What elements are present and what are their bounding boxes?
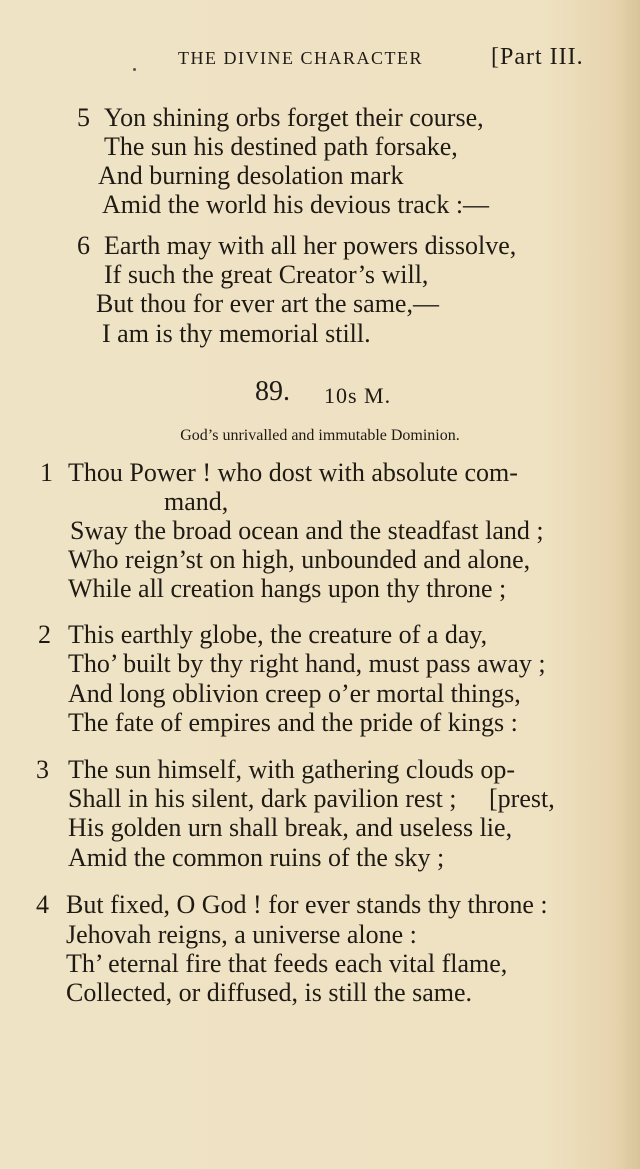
stanza-number: 3: [36, 755, 49, 784]
ink-speck: [133, 68, 136, 71]
verse-line: While all creation hangs upon thy throne ;: [68, 574, 507, 603]
verse-line: Collected, or diffused, is still the same.: [66, 978, 473, 1007]
verse-line: Shall in his silent, dark pavilion rest ; [prest,: [68, 784, 555, 813]
verse-line: mand,: [164, 487, 229, 516]
verse-line: Thou Power ! who dost with absolute com-: [68, 458, 518, 487]
verse-line: Earth may with all her powers dissolve,: [104, 231, 517, 260]
hymn-number: 89.: [255, 376, 290, 407]
hymn-meter: 10s M.: [324, 383, 392, 408]
verse-line: I am is thy memorial still.: [102, 319, 371, 348]
verse-line: And burning desolation mark: [98, 161, 404, 190]
header-part: [Part III.: [491, 44, 584, 70]
verse-line: The fate of empires and the pride of kings :: [68, 708, 518, 737]
header-title: THE DIVINE CHARACTER: [178, 48, 423, 68]
verse-line: Sway the broad ocean and the steadfast land ;: [70, 516, 544, 545]
verse-line: Who reign’st on high, unbounded and alone,: [68, 545, 531, 574]
verse-line: Amid the world his devious track :—: [102, 190, 490, 219]
stanza-number: 6: [77, 231, 90, 260]
verse-line: But thou for ever art the same,—: [96, 289, 439, 318]
verse-line: Yon shining orbs forget their course,: [104, 103, 484, 132]
verse-line: His golden urn shall break, and useless lie,: [68, 813, 513, 842]
stanza-number: 2: [38, 620, 51, 649]
verse-line: This earthly globe, the creature of a day,: [68, 620, 488, 649]
verse-line: Th’ eternal fire that feeds each vital flame,: [66, 949, 508, 978]
verse-line: The sun his destined path forsake,: [104, 132, 458, 161]
stanza-number: 1: [40, 458, 53, 487]
verse-line: And long oblivion creep o’er mortal things,: [68, 679, 521, 708]
verse-line: But fixed, O God ! for ever stands thy throne :: [66, 890, 548, 919]
verse-line: Jehovah reigns, a universe alone :: [66, 920, 417, 949]
verse-line: Amid the common ruins of the sky ;: [68, 843, 445, 872]
stanza-number: 4: [36, 890, 49, 919]
stanza-number: 5: [77, 103, 90, 132]
verse-line: If such the great Creator’s will,: [104, 260, 429, 289]
verse-line: The sun himself, with gathering clouds op-: [68, 755, 515, 784]
verse-line: Tho’ built by thy right hand, must pass away ;: [68, 649, 546, 678]
hymn-subtitle: God’s unrivalled and immutable Dominion.: [180, 427, 460, 444]
running-header: [178, 44, 584, 70]
